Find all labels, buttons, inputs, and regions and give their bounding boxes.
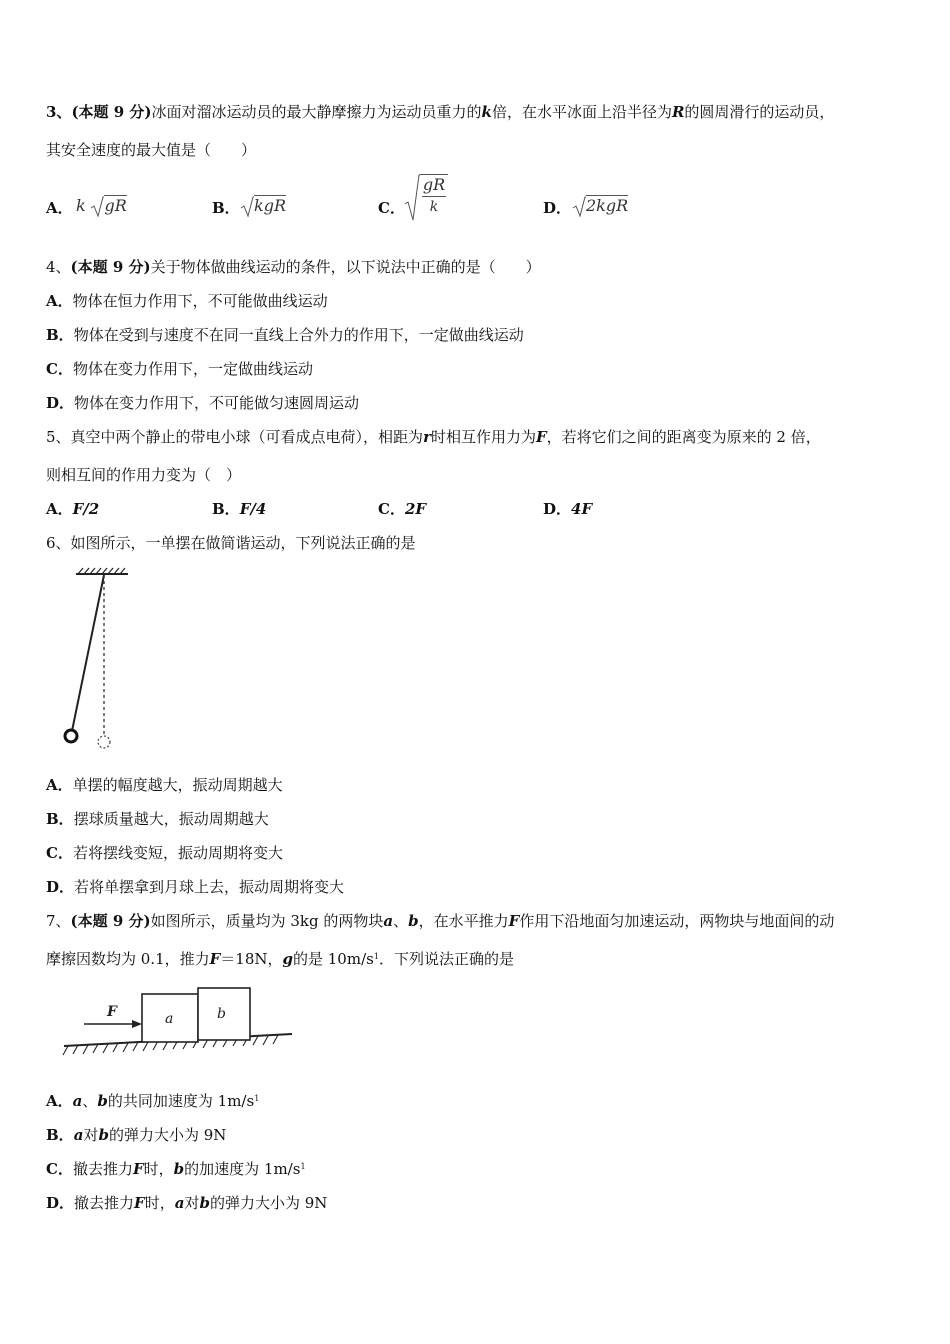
q7-option-b: B．a对b的弹力大小为 9N (46, 1126, 227, 1144)
q5-option-b: B．F/4 (212, 500, 267, 518)
q5-stem: 5、真空中两个静止的带电小球（可看成点电荷），相距为r时相互作用力为F，若将它们之间的距离变为原来的 2 倍， (46, 428, 821, 446)
q3-option-a: A． (46, 199, 73, 217)
blocks-figure (44, 980, 294, 1062)
sqrt-sign (572, 196, 586, 218)
q6-option-c: C．若将摆线变短，振动周期将变大 (46, 844, 283, 862)
q4-option-d: D．物体在变力作用下，不可能做匀速圆周运动 (46, 394, 360, 412)
pendulum-figure (56, 566, 136, 756)
q5-stem-line2: 则相互间的作用力变为（ ） (46, 466, 242, 484)
q7-option-c: C．撤去推力F时，b的加速度为 $1m/s^1$ (46, 1160, 306, 1178)
q7-option-a: A．a、b的共同加速度为 $1m/s^1$ (46, 1092, 260, 1110)
q3-option-a-formula: k gR (76, 196, 127, 218)
q3-stem: 3、(本题 9 分)冰面对溜冰运动员的最大静摩擦力为运动员重力的k倍，在水平冰面上沿半径为R的圆周滑行的运动员， (46, 103, 835, 121)
force-label: F (107, 1004, 117, 1020)
q4-option-b: B．物体在受到与速度不在同一直线上合外力的作用下，一定做曲线运动 (46, 326, 524, 344)
q5-option-d: D．4F (543, 500, 593, 518)
q6-option-d: D．若将单摆拿到月球上去，振动周期将变大 (46, 878, 345, 896)
q3-option-b-formula: kgR (240, 196, 286, 218)
q6-option-a: A．单摆的幅度越大，振动周期越大 (46, 776, 283, 794)
pendulum-string (72, 575, 104, 731)
sqrt-sign (90, 196, 104, 218)
q3-stem-line2: 其安全速度的最大值是（ ） (46, 141, 257, 159)
pendulum-bob (65, 730, 77, 742)
block-a-label: a (165, 1011, 174, 1027)
q7-stem: 7、(本题 9 分)如图所示，质量均为 3kg 的两物块a、b，在水平推力F作用下沿地面匀加速运动，两物块与地面间的动 (46, 912, 835, 930)
q6-stem: 6、如图所示，一单摆在做简谐运动，下列说法正确的是 (46, 534, 416, 552)
q3-option-d: D． (543, 199, 572, 217)
force-arrowhead (132, 1020, 142, 1028)
q4-option-c: C．物体在变力作用下，一定做曲线运动 (46, 360, 313, 378)
q3-option-c: C． (378, 199, 405, 217)
q6-option-b: B．摆球质量越大，振动周期越大 (46, 810, 269, 828)
q4-stem: 4、(本题 9 分)关于物体做曲线运动的条件，以下说法中正确的是（ ） (46, 258, 541, 276)
q3-option-d-formula: 2kgR (572, 196, 628, 218)
sqrt-sign (240, 196, 254, 218)
q3-option-b: B． (212, 199, 240, 217)
block-b-label: b (217, 1006, 226, 1022)
q5-option-a: A．F/2 (46, 500, 100, 518)
equilibrium-bob (98, 736, 110, 748)
sqrt-sign (404, 174, 420, 222)
q5-option-c: C．2F (378, 500, 427, 518)
q4-option-a: A．物体在恒力作用下，不可能做曲线运动 (46, 292, 328, 310)
q7-stem-line2: 摩擦因数均为 0.1，推力F＝18N，g的是 $10m/s^1$．下列说法正确的是 (46, 950, 514, 968)
q7-option-d: D．撤去推力F时，a对b的弹力大小为 9N (46, 1194, 328, 1212)
